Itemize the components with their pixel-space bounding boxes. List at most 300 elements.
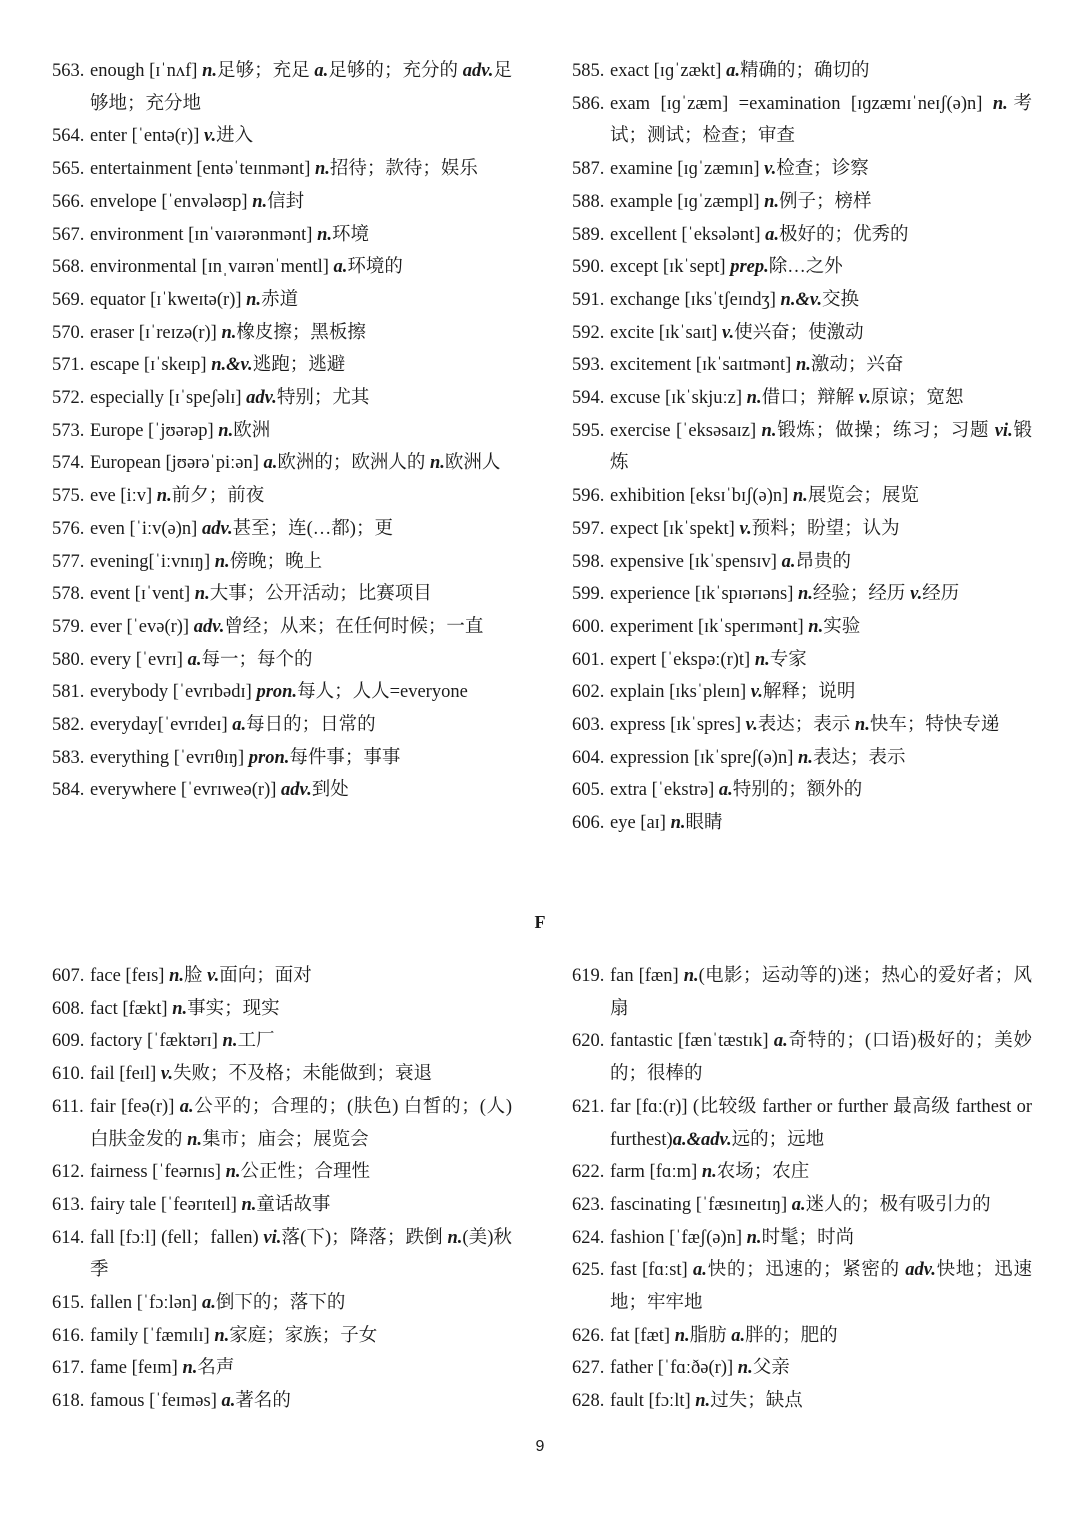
entry-number: 592. — [572, 322, 605, 343]
entry-text: family [ˈfæmɪlɪ] — [90, 1325, 215, 1346]
vocab-entry — [52, 1189, 512, 1222]
entry-text: ever [ˈevə(r)] — [90, 616, 194, 637]
entry-text: 环境的 — [347, 257, 403, 278]
entry-text: 工厂 — [237, 1031, 275, 1052]
entry-text: 预料；盼望；认为 — [751, 518, 900, 539]
entry-text: 每日的；日常的 — [246, 715, 376, 736]
entry-text: 足够的；充分的 — [328, 61, 463, 81]
entry-text: 远的；远地 — [731, 1129, 825, 1150]
part-of-speech: n. — [169, 966, 184, 986]
entry-number: 565. — [52, 159, 85, 180]
entry-text: 实验 — [823, 616, 861, 637]
entry-number: 600. — [572, 616, 605, 637]
vocab-entry — [572, 349, 1032, 382]
vocab-entry — [572, 382, 1032, 415]
part-of-speech: n. — [764, 191, 780, 212]
part-of-speech: v. — [858, 388, 871, 409]
vocab-entry — [52, 742, 512, 775]
entry-text: 例子；榜样 — [779, 191, 872, 212]
part-of-speech: v. — [739, 518, 752, 539]
part-of-speech: adv. — [462, 61, 494, 81]
part-of-speech: adv. — [281, 780, 312, 801]
part-of-speech: n.&v. — [211, 355, 253, 376]
entry-number: 603. — [572, 715, 605, 736]
entry-number: 618. — [52, 1391, 85, 1412]
entry-number: 572. — [52, 388, 85, 409]
part-of-speech: n. — [214, 1325, 230, 1346]
entry-number: 583. — [52, 747, 85, 768]
vocab-entry — [52, 186, 512, 219]
entry-number: 563. — [52, 61, 85, 81]
entry-number: 570. — [52, 322, 85, 343]
entry-number: 628. — [572, 1391, 605, 1412]
vocab-entry — [52, 284, 512, 317]
entry-text: 名声 — [197, 1358, 235, 1379]
entry-text: 每件事；事事 — [289, 747, 401, 768]
entry-number: 587. — [572, 159, 605, 180]
part-of-speech: a. — [232, 715, 247, 736]
entry-number: 589. — [572, 224, 605, 245]
entry-text: every [ˈevrɪ] — [90, 649, 188, 670]
part-of-speech: v. — [204, 126, 217, 147]
part-of-speech: n. — [187, 1129, 203, 1150]
part-of-speech: n. — [798, 747, 813, 768]
entry-text: express [ɪkˈspres] — [610, 715, 746, 736]
vocab-entry — [572, 88, 1032, 153]
entry-text: 经验；经历 — [812, 584, 911, 605]
vocab-entry — [52, 415, 512, 448]
vocab-entry — [572, 480, 1032, 513]
vocab-entry — [52, 1058, 512, 1091]
entry-text: 大事；公开活动；比赛项目 — [209, 584, 432, 605]
entry-text: everybody [ˈevrɪbədɪ] — [90, 682, 257, 703]
entry-number: 588. — [572, 191, 605, 212]
entries-column-e-left — [52, 55, 512, 807]
vocab-entry — [52, 55, 512, 120]
entry-text: expensive [ɪkˈspensɪv] — [610, 551, 782, 572]
vocab-entry — [52, 480, 512, 513]
entry-text: enter [ˈentə(r)] — [90, 126, 204, 147]
part-of-speech: v. — [207, 966, 220, 986]
part-of-speech: v. — [745, 715, 758, 736]
section-heading: F — [534, 912, 546, 932]
vocab-entry — [572, 284, 1032, 317]
entry-text: fair [feə(r)] — [90, 1096, 180, 1117]
entry-number: 624. — [572, 1227, 605, 1248]
part-of-speech: v. — [750, 682, 763, 703]
entry-text: 眼睛 — [685, 813, 723, 834]
entry-text: 农场；农庄 — [716, 1162, 810, 1183]
entry-number: 613. — [52, 1194, 85, 1215]
part-of-speech: a. — [333, 257, 348, 278]
entry-number: 612. — [52, 1162, 85, 1183]
entry-text: fast [fɑːst] — [610, 1260, 694, 1281]
vocab-entry — [572, 1385, 1032, 1418]
entry-text: 信封 — [267, 191, 305, 212]
part-of-speech: a. — [731, 1325, 746, 1346]
entry-text: 过失；缺点 — [710, 1391, 803, 1412]
part-of-speech: n. — [795, 355, 811, 376]
entry-text: 环境 — [331, 224, 369, 245]
vocab-entry — [52, 1352, 512, 1385]
entry-text: 检查；诊察 — [776, 159, 869, 180]
entry-number: 591. — [572, 289, 605, 310]
entry-number: 614. — [52, 1227, 85, 1248]
entry-text: 倒下的；落下的 — [215, 1293, 346, 1314]
entry-number: 597. — [572, 518, 605, 539]
entry-number: 584. — [52, 780, 85, 801]
entry-text: fact [fækt] — [90, 998, 173, 1019]
entry-number: 577. — [52, 551, 85, 572]
vocab-entry — [52, 1320, 512, 1353]
part-of-speech: n. — [670, 813, 686, 834]
part-of-speech: n. — [683, 966, 699, 986]
entry-number: 598. — [572, 551, 605, 572]
vocab-entry — [52, 447, 512, 480]
entry-number: 609. — [52, 1031, 85, 1052]
entry-number: 610. — [52, 1064, 85, 1085]
entry-number: 571. — [52, 355, 85, 376]
entry-number: 616. — [52, 1325, 85, 1346]
part-of-speech: a. — [718, 780, 733, 801]
entry-text: 父亲 — [752, 1358, 790, 1379]
vocab-entry — [52, 1222, 512, 1287]
part-of-speech: a. — [791, 1194, 806, 1215]
entry-text: 逃跑；逃避 — [252, 355, 346, 376]
entry-text: 考试；测试；检查；审查 — [610, 93, 1032, 147]
entry-text: 落(下)；降落；跌倒 — [281, 1227, 448, 1248]
entry-text: 昂贵的 — [795, 551, 851, 572]
entry-number: 602. — [572, 682, 605, 703]
entry-text: 失败；不及格；未能做到；衰退 — [173, 1064, 433, 1085]
entry-number: 626. — [572, 1325, 605, 1346]
entry-number: 586. — [572, 93, 605, 114]
part-of-speech: v. — [160, 1064, 174, 1085]
vocab-entry — [572, 1189, 1032, 1222]
part-of-speech: pron. — [256, 682, 298, 703]
entry-text: enough [ɪˈnʌf] — [90, 61, 203, 81]
vocab-entry — [52, 578, 512, 611]
part-of-speech: n. — [156, 486, 172, 507]
entry-number: 594. — [572, 388, 605, 409]
part-of-speech: adv. — [201, 518, 233, 539]
part-of-speech: a. — [765, 224, 779, 245]
entry-number: 608. — [52, 998, 85, 1019]
part-of-speech: n. — [798, 584, 813, 605]
entry-text: escape [ɪˈskeɪp] — [90, 355, 212, 376]
vocab-entry — [52, 219, 512, 252]
part-of-speech: a. — [726, 61, 740, 81]
part-of-speech: n. — [222, 1031, 238, 1052]
vocab-entry — [572, 644, 1032, 677]
entry-text: everyday[ˈevrɪdeɪ] — [90, 715, 233, 736]
vocab-entry — [52, 676, 512, 709]
entry-text: fantastic [fænˈtæstɪk] — [610, 1031, 774, 1052]
part-of-speech: v. — [764, 159, 777, 180]
entry-text: face [feɪs] — [90, 966, 170, 986]
vocab-entry — [572, 1320, 1032, 1353]
part-of-speech: n. — [792, 486, 808, 507]
vocab-entry — [52, 153, 512, 186]
part-of-speech: n.&v. — [780, 289, 822, 310]
entry-number: 580. — [52, 649, 85, 670]
entry-text: except [ɪkˈsept] — [610, 257, 731, 278]
vocab-entry — [572, 513, 1032, 546]
vocab-entry — [52, 513, 512, 546]
entry-number: 605. — [572, 780, 605, 801]
entry-text: farm [fɑːm] — [610, 1162, 702, 1183]
vocab-entry — [572, 1091, 1032, 1156]
entry-text: 精确的；确切的 — [739, 61, 870, 81]
vocab-entry — [52, 1091, 512, 1156]
entry-text: 锻炼 — [610, 420, 1032, 474]
entry-text: 除…之外 — [768, 257, 843, 278]
vocab-entry — [572, 709, 1032, 742]
entry-number: 573. — [52, 420, 85, 441]
entry-text: fascinating [ˈfæsɪneɪtɪŋ] — [610, 1194, 792, 1215]
vocab-entry — [52, 382, 512, 415]
entry-text: eye [aɪ] — [610, 813, 671, 834]
entry-number: 611. — [52, 1096, 84, 1117]
entry-text: 交换 — [822, 289, 860, 310]
entry-text: exercise [ˈeksəsaɪz] — [610, 420, 762, 441]
part-of-speech: n. — [214, 551, 230, 572]
entry-number: 585. — [572, 61, 605, 81]
part-of-speech: a. — [221, 1391, 236, 1412]
entry-text: 集市；庙会；展览会 — [202, 1129, 369, 1150]
part-of-speech: n. — [225, 1162, 241, 1183]
entry-text: factory [ˈfæktərɪ] — [90, 1031, 223, 1052]
part-of-speech: n. — [761, 420, 777, 441]
entry-number: 567. — [52, 224, 85, 245]
entries-column-e-right — [572, 55, 1032, 840]
vocab-entry — [52, 1287, 512, 1320]
part-of-speech: n. — [317, 224, 332, 245]
entry-text: experiment [ɪkˈsperɪmənt] — [610, 616, 809, 637]
part-of-speech: n. — [172, 998, 188, 1019]
part-of-speech: a. — [179, 1096, 194, 1117]
vocab-entry — [572, 807, 1032, 840]
entry-number: 623. — [572, 1194, 605, 1215]
entry-text: 脂肪 — [689, 1325, 732, 1346]
entry-text: exact [ɪɡˈzækt] — [610, 61, 727, 81]
entry-text: expression [ɪkˈspreʃ(ə)n] — [610, 747, 799, 768]
entry-text: 每一；每个的 — [201, 649, 313, 670]
part-of-speech: n. — [194, 584, 210, 605]
entry-text: event [ɪˈvent] — [90, 584, 195, 605]
vocab-entry — [572, 774, 1032, 807]
vocab-entry — [572, 1156, 1032, 1189]
vocab-entry — [52, 546, 512, 579]
entry-text: 使兴奋；使激动 — [734, 322, 864, 343]
entry-text: environment [ɪnˈvaɪərənmənt] — [90, 224, 318, 245]
entry-text: 欧洲的；欧洲人的 — [277, 453, 430, 474]
entry-text: eve [iːv] — [90, 486, 157, 507]
entry-number: 622. — [572, 1162, 605, 1183]
vocab-entry — [52, 709, 512, 742]
entry-number: 576. — [52, 518, 85, 539]
entry-number: 606. — [572, 813, 605, 834]
entry-text: explain [ɪksˈpleɪn] — [610, 682, 751, 703]
entry-text: 招待；款待；娱乐 — [329, 159, 478, 180]
part-of-speech: n. — [314, 159, 330, 180]
entry-text: 经历 — [922, 584, 960, 605]
entry-text: 公平的；合理的；(肤色) 白皙的；(人)白肤金发的 — [90, 1096, 512, 1150]
entry-text: 迷人的；极有吸引力的 — [805, 1194, 991, 1215]
entry-text: 家庭；家族；子女 — [229, 1325, 378, 1346]
part-of-speech: n. — [252, 191, 268, 212]
entry-text: 事实；现实 — [187, 998, 280, 1019]
entry-text: excite [ɪkˈsaɪt] — [610, 322, 722, 343]
part-of-speech: n. — [430, 453, 445, 474]
entry-text: expect [ɪkˈspekt] — [610, 518, 740, 539]
entry-text: example [ɪɡˈzæmpl] — [610, 191, 765, 212]
entry-number: 574. — [52, 453, 85, 474]
vocab-entry — [52, 1385, 512, 1418]
vocab-entry — [52, 611, 512, 644]
entry-number: 607. — [52, 966, 85, 986]
entry-text: 奇特的；(口语)极好的；美妙的；很棒的 — [610, 1031, 1033, 1085]
vocab-entry — [572, 578, 1032, 611]
page-number: 9 — [535, 1438, 545, 1455]
entry-text: 快的；迅速的；紧密的 — [706, 1260, 906, 1281]
entry-text: 表达；表示 — [812, 747, 906, 768]
entry-number: 625. — [572, 1260, 605, 1281]
entry-text: famous [ˈfeɪməs] — [90, 1391, 222, 1412]
entry-text: 专家 — [769, 649, 807, 670]
part-of-speech: a. — [781, 551, 796, 572]
vocab-entry — [52, 251, 512, 284]
vocab-entry — [52, 349, 512, 382]
vocab-entry — [52, 960, 512, 993]
part-of-speech: a.&adv. — [672, 1129, 732, 1150]
entry-number: 593. — [572, 355, 605, 376]
part-of-speech: n. — [202, 61, 217, 81]
entry-text: 足够；充足 — [217, 61, 315, 81]
entry-text: extra [ˈekstrə] — [610, 780, 719, 801]
entry-text: exchange [ɪksˈtʃeɪndʒ] — [610, 289, 781, 310]
entry-text: 欧洲人 — [444, 453, 501, 474]
entry-text: experience [ɪkˈspɪərɪəns] — [610, 584, 798, 605]
vocab-entry — [572, 611, 1032, 644]
entry-text: fall [fɔːl] (fell；fallen) — [90, 1227, 264, 1248]
entry-text: 锻炼；做操；练习；习题 — [776, 420, 995, 441]
entry-text: (电影；运动等的)迷；热心的爱好者；风扇 — [610, 966, 1032, 1019]
vocab-entry — [572, 153, 1032, 186]
entry-text: fat [fæt] — [610, 1325, 675, 1346]
entry-number: 581. — [52, 682, 85, 703]
vocab-entry — [572, 742, 1032, 775]
part-of-speech: n. — [992, 93, 1008, 114]
vocab-entry — [572, 1352, 1032, 1385]
entry-text: fairness [ˈfeərnɪs] — [90, 1162, 226, 1183]
vocab-entry — [52, 1156, 512, 1189]
part-of-speech: n. — [746, 388, 762, 409]
entries-column-f-left — [52, 960, 512, 1418]
entry-text: excuse [ɪkˈskjuːz] — [610, 388, 747, 409]
part-of-speech: adv. — [905, 1260, 936, 1281]
entry-text: even [ˈiːv(ə)n] — [90, 518, 202, 539]
entry-text: excitement [ɪkˈsaɪtmənt] — [610, 355, 796, 376]
entry-text: fan [fæn] — [610, 966, 684, 986]
entry-text: especially [ɪˈspeʃəlɪ] — [90, 388, 247, 409]
entry-text: fault [fɔːlt] — [610, 1391, 696, 1412]
vocab-entry — [52, 317, 512, 350]
entry-text: 公正性；合理性 — [240, 1162, 371, 1183]
part-of-speech: n. — [754, 649, 770, 670]
entry-text: everywhere [ˈevrɪweə(r)] — [90, 780, 282, 801]
part-of-speech: vi. — [263, 1227, 282, 1248]
entry-number: 569. — [52, 289, 85, 310]
entry-text: fashion [ˈfæʃ(ə)n] — [610, 1227, 747, 1248]
part-of-speech: n. — [447, 1227, 463, 1248]
vocab-entry — [572, 219, 1032, 252]
entry-number: 615. — [52, 1293, 85, 1314]
part-of-speech: n. — [241, 1194, 257, 1215]
entry-text: 甚至；连(…都)；更 — [232, 518, 393, 539]
vocab-entry — [572, 676, 1032, 709]
entry-text: examine [ɪɡˈzæmɪn] — [610, 159, 765, 180]
part-of-speech: n. — [701, 1162, 717, 1183]
entry-text: 展览会；展览 — [807, 486, 919, 507]
entry-text: 特别；尤其 — [276, 388, 370, 409]
entry-text: 傍晚；晚上 — [229, 551, 323, 572]
entry-number: 595. — [572, 420, 605, 441]
vocab-entry — [572, 960, 1032, 1025]
vocab-entry — [52, 1025, 512, 1058]
entry-text: 曾经；从来；在任何时候；一直 — [224, 616, 484, 637]
entry-number: 579. — [52, 616, 85, 637]
vocab-entry — [572, 546, 1032, 579]
part-of-speech: v. — [910, 584, 923, 605]
vocab-entry — [572, 55, 1032, 88]
part-of-speech: prep. — [730, 257, 769, 278]
part-of-speech: n. — [808, 616, 824, 637]
entry-number: 619. — [572, 966, 605, 986]
entry-number: 582. — [52, 715, 85, 736]
entry-text: 面向；面对 — [219, 966, 312, 986]
entry-text: fail [feɪl] — [90, 1064, 161, 1085]
part-of-speech: vi. — [994, 420, 1013, 441]
part-of-speech: a. — [187, 649, 202, 670]
entry-text: fairy tale [ˈfeərɪteɪl] — [90, 1194, 242, 1215]
part-of-speech: a. — [693, 1260, 707, 1281]
entry-text: 激动；兴奋 — [810, 355, 904, 376]
entry-text: exhibition [eksɪˈbɪʃ(ə)n] — [610, 486, 793, 507]
entry-text: equator [ɪˈkweɪtə(r)] — [90, 289, 247, 310]
entry-text: Europe [ˈjʊərəp] — [90, 420, 219, 441]
part-of-speech: n. — [695, 1391, 711, 1412]
vocab-entry — [572, 415, 1032, 480]
entry-text: 极好的；优秀的 — [778, 224, 909, 245]
vocab-entry — [572, 317, 1032, 350]
entry-text: 进入 — [216, 126, 254, 147]
entry-text: 解释；说明 — [762, 682, 856, 703]
entry-text: 特别的；额外的 — [732, 780, 863, 801]
entry-text: 脸 — [184, 966, 208, 986]
part-of-speech: n. — [854, 715, 870, 736]
part-of-speech: adv. — [193, 616, 225, 637]
entry-text: environmental [ɪnˌvaɪrənˈmentl] — [90, 257, 334, 278]
entry-number: 621. — [572, 1096, 605, 1117]
entry-text: 原谅；宽恕 — [870, 388, 964, 409]
entry-text: 时髦；时尚 — [761, 1227, 855, 1248]
entry-text: 每人；人人=everyone — [297, 682, 468, 703]
entry-text: fallen [ˈfɔːlən] — [90, 1293, 202, 1314]
entry-text: father [ˈfɑːðə(r)] — [610, 1358, 738, 1379]
entry-text: 表达；表示 — [757, 715, 855, 736]
entry-text: 快地；迅速地；牢牢地 — [610, 1260, 1032, 1314]
